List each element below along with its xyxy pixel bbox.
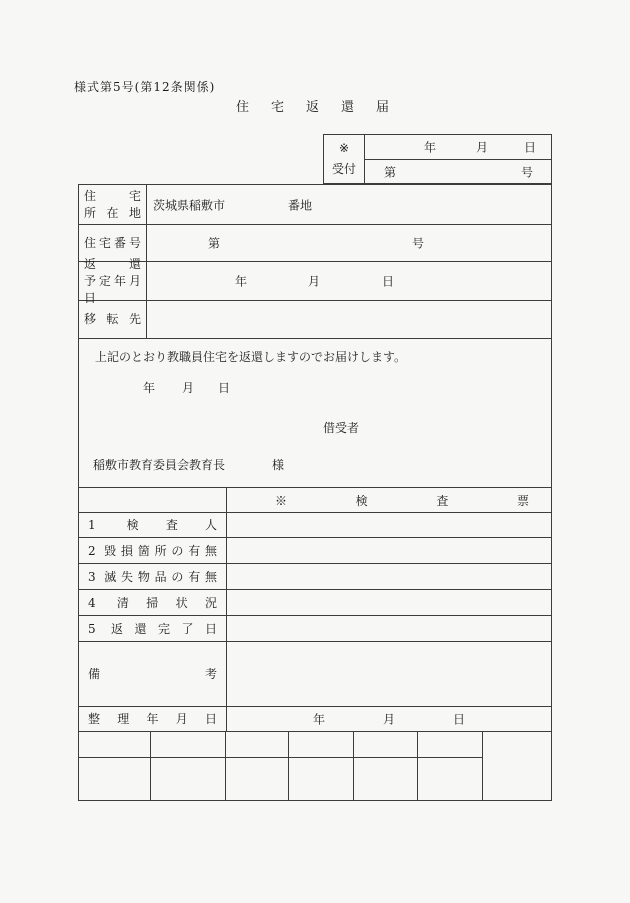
inspection-item-label: 1 検査人 — [79, 513, 227, 537]
return-month-label: 月 — [308, 274, 321, 289]
reception-number-suffix: 号 — [521, 165, 534, 179]
statement-year-label: 年 — [143, 381, 156, 395]
form-title: 住宅返還届 — [236, 100, 412, 115]
processing-date-row — [79, 707, 551, 732]
reception-label: 受付 — [331, 162, 356, 176]
return-day-label: 日 — [382, 274, 395, 289]
inspection-item-field — [227, 616, 551, 641]
return-year-label: 年 — [235, 274, 248, 289]
borrower-label: 借受者 — [323, 421, 360, 435]
addressee-honorific: 様 — [272, 458, 285, 472]
inspection-item-label: 2 毀損箇所の有無 — [79, 538, 227, 563]
reception-mark: ※ — [338, 141, 350, 155]
form-table — [78, 184, 552, 801]
inspection-header: ※検査票 — [275, 493, 529, 508]
housing-number-suffix: 号 — [412, 236, 425, 251]
inspection-item-field — [227, 590, 551, 615]
grid-cell — [79, 732, 150, 758]
processing-year-label: 年 — [313, 712, 326, 727]
statement-month-label: 月 — [182, 381, 195, 395]
reception-label-cell — [324, 135, 365, 183]
processing-day-label: 日 — [453, 712, 466, 727]
statement-body: 上記のとおり教職員住宅を返還しますのでお届けします。 — [95, 350, 407, 364]
return-date-field — [147, 262, 551, 300]
grid-cell — [354, 732, 417, 758]
reception-fields — [365, 135, 551, 183]
reception-year-label: 年 — [424, 140, 437, 155]
return-date-row — [79, 256, 551, 305]
reception-date-row — [365, 135, 551, 160]
inspection-item-row — [79, 616, 551, 642]
inspection-item-row — [79, 590, 551, 616]
addressee: 稲敷市教育委員会教育長 — [93, 458, 226, 472]
housing-location-row — [79, 185, 551, 225]
processing-month-label: 月 — [383, 712, 396, 727]
destination-label: 移転先 — [79, 301, 147, 338]
inspection-item-field — [227, 564, 551, 589]
reception-number-row — [365, 160, 551, 183]
grid-cell — [79, 732, 151, 800]
grid-cell — [226, 732, 289, 800]
housing-location-suffix: 番地 — [288, 198, 313, 212]
housing-location-prefix: 茨城県稲敷市 — [153, 198, 226, 212]
destination-row — [79, 301, 551, 339]
inspection-item-row — [79, 513, 551, 538]
grid-cell — [289, 732, 353, 758]
inspection-item-row — [79, 564, 551, 590]
inspection-item-label: 4 清掃状況 — [79, 590, 227, 615]
inspection-header-row — [79, 488, 551, 513]
statement-day-label: 日 — [218, 381, 231, 395]
grid-cell — [151, 732, 226, 800]
housing-location-field — [147, 185, 551, 224]
inspection-item-row — [79, 538, 551, 564]
inspection-item-label: 5 返還完了日 — [79, 616, 227, 641]
statement-block — [79, 339, 551, 488]
inspection-header-spacer — [79, 488, 227, 512]
housing-number-field — [147, 225, 551, 261]
reception-stamp-box — [323, 134, 552, 184]
reception-number-prefix: 第 — [384, 165, 397, 179]
destination-field — [147, 301, 551, 338]
grid-cell — [418, 732, 483, 800]
grid-cell — [418, 732, 482, 758]
return-date-label: 返還 予定年月日 — [79, 262, 147, 300]
inspection-item-label: 3 滅失物品の有無 — [79, 564, 227, 589]
reception-day-label: 日 — [524, 140, 537, 155]
remarks-label: 備考 — [79, 642, 227, 706]
reception-month-label: 月 — [476, 140, 489, 155]
form-number: 様式第5号(第12条関係) — [74, 80, 216, 94]
housing-location-label: 住宅 所在地 — [79, 185, 147, 224]
housing-number-prefix: 第 — [208, 236, 221, 251]
remarks-field — [227, 642, 551, 706]
housing-number-label: 住宅番号 — [79, 225, 147, 261]
processing-date-field — [227, 707, 551, 731]
bottom-grid — [79, 732, 551, 800]
remarks-row — [79, 642, 551, 707]
grid-cell — [289, 732, 354, 800]
grid-cell-merged — [483, 732, 551, 800]
inspection-item-field — [227, 513, 551, 537]
processing-date-label: 整理年月日 — [79, 707, 227, 731]
grid-cell — [226, 732, 288, 758]
inspection-item-field — [227, 538, 551, 563]
grid-cell — [354, 732, 418, 800]
housing-number-row — [79, 225, 551, 262]
grid-cell — [151, 732, 225, 758]
